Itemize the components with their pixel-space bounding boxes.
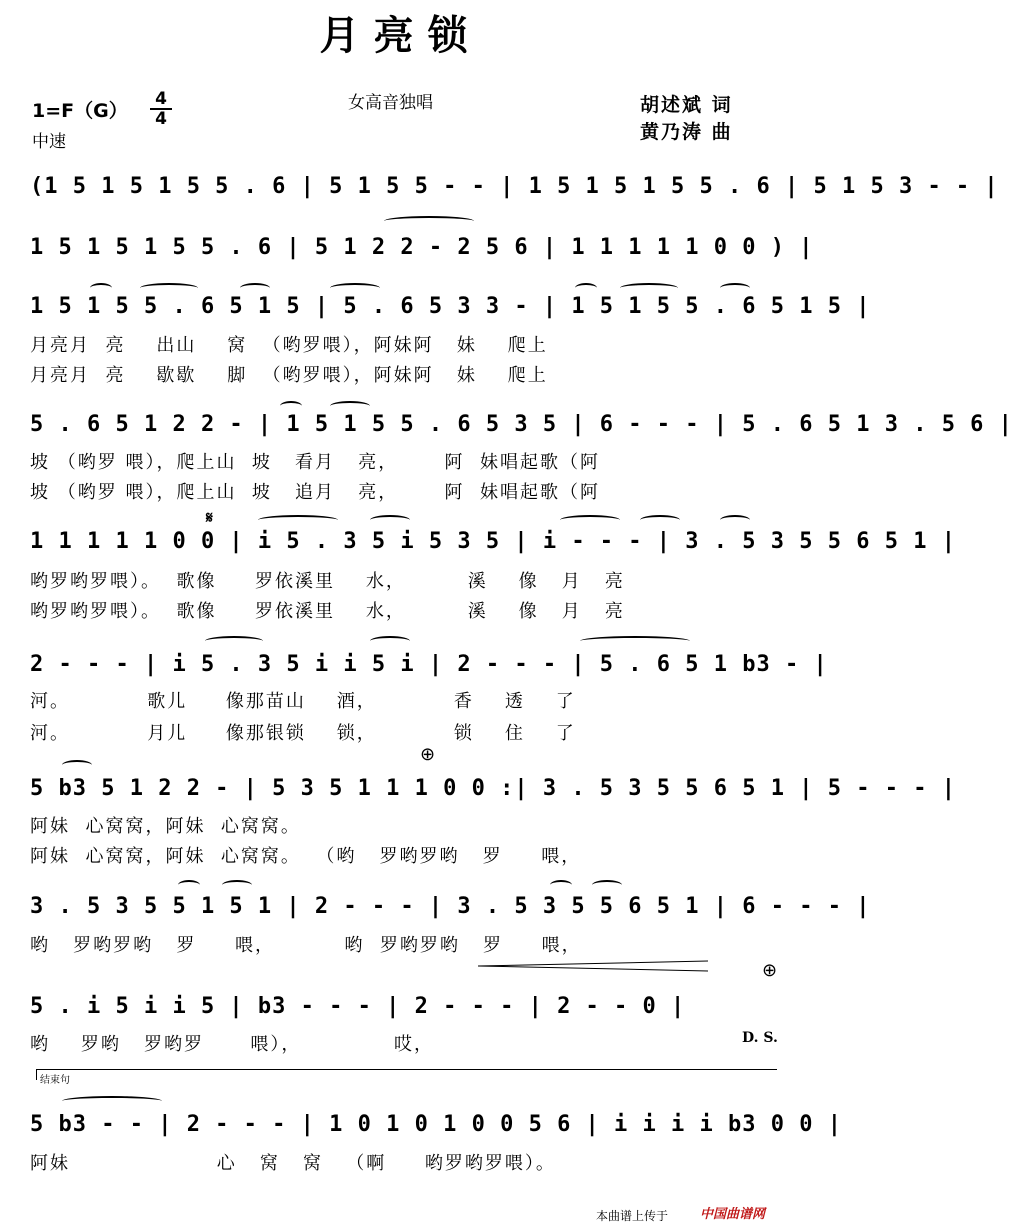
score-line-3: 1 5 1 5 5 . 6 5 1 5 | 5 . 6 5 3 3 - | 1 5 1 5 5 . 6 5 1 5 | — [30, 294, 871, 319]
lyrics-verse-2: 月亮月 亮 歇歇 脚 （哟罗喂），阿妹阿 妹 爬上 — [30, 365, 548, 386]
score-line-1: (1 5 1 5 1 5 5 . 6 | 5 1 5 5 - - | 1 5 1 5 1 5 5 . 6 | 5 1 5 3 - - | — [30, 174, 999, 199]
score-line-8: 3 . 5 3 5 5 1 5 1 | 2 - - - | 3 . 5 3 5 5 6 5 1 | 6 - - - | — [30, 894, 871, 919]
upload-note: 本曲谱上传于 — [596, 1209, 669, 1223]
slur — [592, 880, 622, 890]
slur — [62, 1096, 162, 1106]
slur — [258, 515, 338, 525]
slur — [140, 283, 198, 293]
slur — [620, 283, 678, 293]
coda-mark: ⊕ — [762, 960, 778, 981]
lyrics-verse-2: 坡 （哟罗 喂），爬上山 坡 追月 亮， 阿 妹唱起歌（阿 — [30, 482, 600, 503]
tempo-marking: 中速 — [32, 132, 66, 152]
ending-label: 结束句 — [40, 1075, 70, 1086]
meter-top: 4 — [155, 89, 167, 109]
lyrics-verse-1: 坡 （哟罗 喂），爬上山 坡 看月 亮， 阿 妹唱起歌（阿 — [30, 452, 600, 473]
score-line-9: 5 . i 5 i i 5 | b3 - - - | 2 - - - | 2 - - 0 | — [30, 994, 686, 1019]
slur — [575, 283, 597, 293]
lyrics-verse-2: 哟罗哟罗喂）。 歌像 罗依溪里 水， 溪 像 月 亮 — [30, 601, 625, 622]
score-line-4: 5 . 6 5 1 2 2 - | 1 5 1 5 5 . 6 5 3 5 | 6 - - - | 5 . 6 5 1 3 . 5 6 | — [30, 412, 1013, 437]
lyrics-verse-2: 哟 罗哟罗哟 罗 喂， 哟 罗哟罗哟 罗 喂， — [30, 935, 582, 956]
slur — [580, 636, 690, 646]
score-line-5: 1 1 1 1 1 0 0 | i 5 . 3 5 i 5 3 5 | i - - - | 3 . 5 3 5 5 6 5 1 | — [30, 529, 956, 554]
lyrics-verse-1: 河。 歌儿 像那苗山 酒， 香 透 了 — [30, 691, 576, 712]
slur — [640, 515, 680, 525]
lyrics-verse-2: 哟 罗哟 罗哟罗 喂）， 哎， — [30, 1034, 435, 1055]
composer-credit: 黄乃涛 曲 — [640, 121, 733, 143]
slur — [330, 401, 370, 411]
slur — [384, 216, 474, 226]
key-signature: 1=F（G） — [32, 100, 128, 122]
slur — [240, 283, 270, 293]
time-signature — [150, 90, 172, 128]
slur — [720, 283, 750, 293]
decrescendo-hairpin — [478, 961, 708, 971]
slur — [330, 283, 380, 293]
slur — [62, 760, 92, 770]
slur — [280, 401, 302, 411]
slur — [178, 880, 200, 890]
lyrics-verse-1: 哟罗哟罗喂）。 歌像 罗依溪里 水， 溪 像 月 亮 — [30, 571, 625, 592]
meter-bottom: 4 — [155, 109, 167, 129]
slur — [560, 515, 620, 525]
slur — [370, 515, 410, 525]
coda-mark: ⊕ — [420, 744, 436, 765]
slur — [205, 636, 263, 646]
site-logo: 中国曲谱网 — [700, 1207, 766, 1222]
lyricist-credit: 胡述斌 词 — [640, 94, 733, 116]
lyrics-verse-1: 月亮月 亮 出山 窝 （哟罗喂），阿妹阿 妹 爬上 — [30, 335, 548, 356]
score-line-2: 1 5 1 5 1 5 5 . 6 | 5 1 2 2 - 2 5 6 | 1 1 1 1 1 0 0 ) | — [30, 235, 814, 260]
lyrics-ending: 阿妹 心 窝 窝 （啊 哟罗哟罗喂）。 — [30, 1153, 556, 1174]
slur — [90, 283, 112, 293]
ending-bracket — [36, 1069, 777, 1080]
slur — [222, 880, 252, 890]
slur — [550, 880, 572, 890]
lyrics-verse-2: 河。 月儿 像那银锁 锁， 锁 住 了 — [30, 723, 576, 744]
score-line-7: 5 b3 5 1 2 2 - | 5 3 5 1 1 1 0 0 :| 3 . 5 3 5 5 6 5 1 | 5 - - - | — [30, 776, 956, 801]
lyrics-verse-2: 阿妹 心窝窝，阿妹 心窝窝。 （哟 罗哟罗哟 罗 喂， — [30, 846, 582, 867]
lyrics-verse-1: 阿妹 心窝窝，阿妹 心窝窝。 — [30, 816, 301, 837]
song-title: 月亮锁 — [319, 13, 482, 59]
slur — [370, 636, 410, 646]
score-line-6: 2 - - - | i 5 . 3 5 i i 5 i | 2 - - - | 5 . 6 5 1 b3 - | — [30, 652, 828, 677]
score-line-10: 5 b3 - - | 2 - - - | 1 0 1 0 1 0 0 5 6 | i i i i b3 0 0 | — [30, 1112, 842, 1137]
dal-segno-mark: D. S. — [742, 1030, 778, 1046]
slur — [720, 515, 750, 525]
performance-type: 女高音独唱 — [348, 93, 433, 113]
segno-mark: 𝄋 — [206, 508, 213, 527]
